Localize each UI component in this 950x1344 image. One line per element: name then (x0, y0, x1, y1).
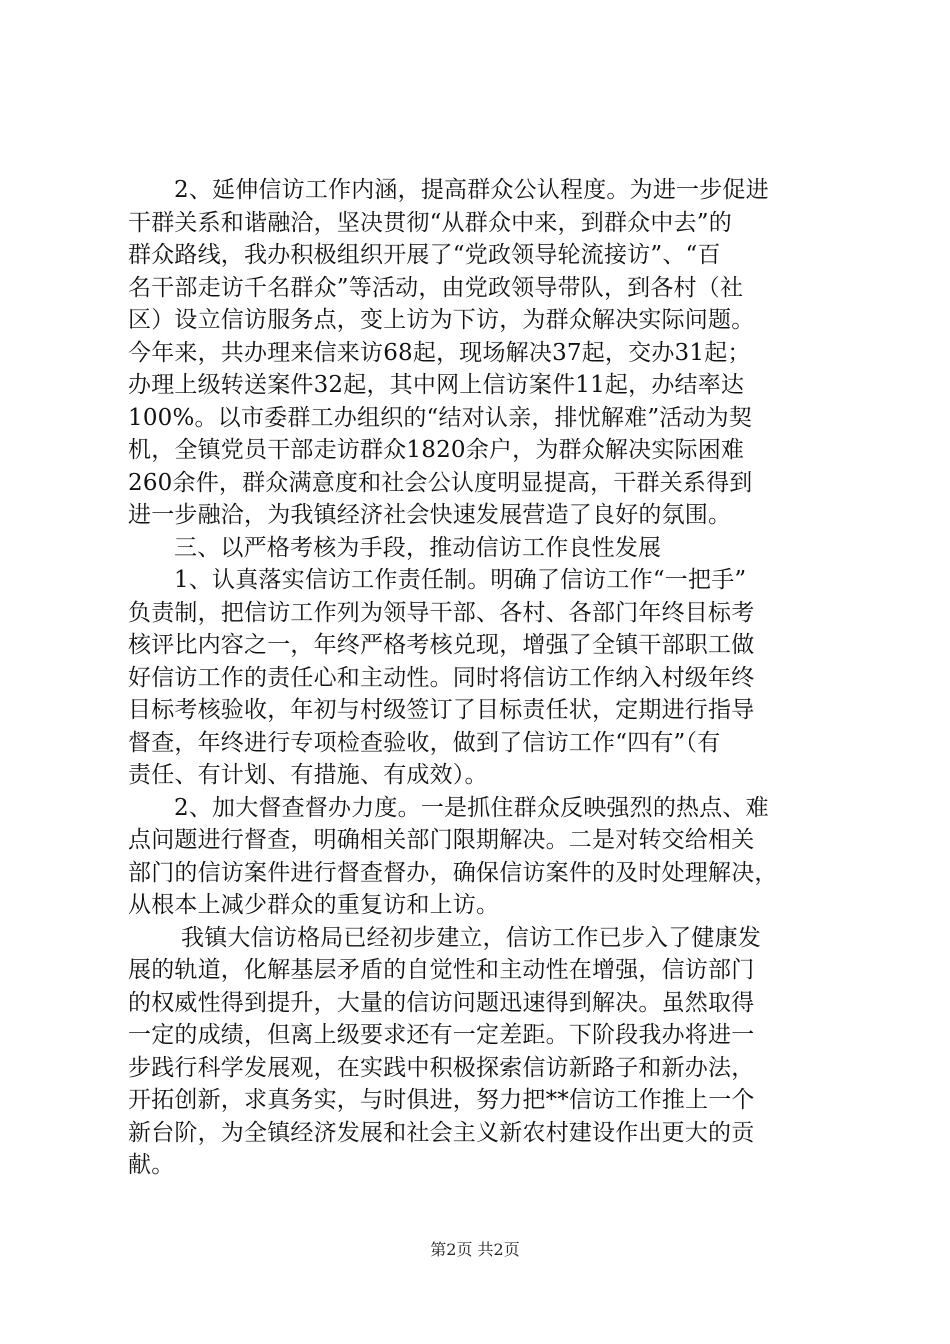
paragraph-line: 点问题进行督查，明确相关部门限期解决。二是对转交给相关 (128, 827, 755, 853)
paragraph-line: 办理上级转送案件32起，其中网上信访案件11起，办结率达 (128, 372, 745, 398)
paragraph-line: 目标考核验收，年初与村级签订了目标责任状，定期进行指导 (128, 697, 755, 723)
paragraph-line: 开拓创新，求真务实，与时俱进，努力把**信访工作推上一个 (128, 1087, 755, 1113)
section-heading: 三、以严格考核为手段，推动信访工作良性发展 (174, 534, 662, 561)
paragraph-line: 1、认真落实信访工作责任制。明确了信访工作“一把手” (174, 567, 747, 593)
paragraph-line: 部门的信访案件进行督查督办，确保信访案件的及时处理解决， (128, 859, 778, 886)
paragraph-line: 区）设立信访服务点，变上访为下访，为群众解决实际问题。 (128, 307, 755, 333)
paragraph-line: 展的轨道，化解基层矛盾的自觉性和主动性在增强，信访部门 (128, 957, 755, 983)
paragraph-line: 核评比内容之一，年终严格考核兑现，增强了全镇干部职工做 (128, 632, 755, 658)
paragraph-line: 260余件，群众满意度和社会公认度明显提高，干群关系得到 (128, 469, 753, 496)
paragraph-line: 新台阶，为全镇经济发展和社会主义新农村建设作出更大的贡 (128, 1119, 755, 1146)
paragraph-line: 进一步融洽，为我镇经济社会快速发展营造了良好的氛围。 (128, 502, 732, 528)
paragraph-line: 群众路线，我办积极组织开展了“党政领导轮流接访”、“百 (128, 242, 721, 268)
paragraph-line: 从根本上减少群众的重复访和上访。 (128, 892, 500, 918)
paragraph-line: 2、延伸信访工作内涵，提高群众公认程度。为进一步促进 (174, 177, 769, 203)
paragraph-line: 责任、有计划、有措施、有成效）。 (128, 762, 488, 788)
paragraph-line: 步践行科学发展观，在实践中积极探索信访新路子和新办法， (128, 1054, 755, 1081)
paragraph-line: 督查，年终进行专项检查验收，做到了信访工作“四有”（有 (128, 729, 721, 756)
paragraph-line: 一定的成绩，但离上级要求还有一定差距。下阶段我办将进一 (128, 1022, 755, 1048)
paragraph-line: 2、加大督查督办力度。一是抓住群众反映强烈的热点、难 (174, 794, 769, 821)
page-number: 第2页 共2页 (430, 1240, 520, 1259)
paragraph-line: 机，全镇党员干部走访群众1820余户，为群众解决实际困难 (128, 437, 745, 463)
paragraph-line: 名干部走访千名群众”等活动，由党政领导带队，到各村（社 (128, 274, 744, 301)
paragraph-line: 的权威性得到提升，大量的信访问题迅速得到解决。虽然取得 (128, 989, 755, 1016)
paragraph-line: 我镇大信访格局已经初步建立，信访工作已步入了健康发 (181, 924, 761, 951)
paragraph-line: 献。 (128, 1152, 175, 1178)
paragraph-line: 干群关系和谐融洽，坚决贯彻“从群众中来，到群众中去”的 (128, 209, 732, 236)
paragraph-line: 100%。以市委群工办组织的“结对认亲，排忧解难”活动为契 (128, 404, 753, 431)
document-body (128, 174, 828, 1182)
paragraph-line: 负责制，把信访工作列为领导干部、各村、各部门年终目标考 (128, 599, 755, 626)
page-footer (0, 1240, 950, 1260)
paragraph-line: 今年来，共办理来信来访68起，现场解决37起，交办31起； (128, 339, 751, 366)
paragraph-line: 好信访工作的责任心和主动性。同时将信访工作纳入村级年终 (128, 664, 755, 691)
